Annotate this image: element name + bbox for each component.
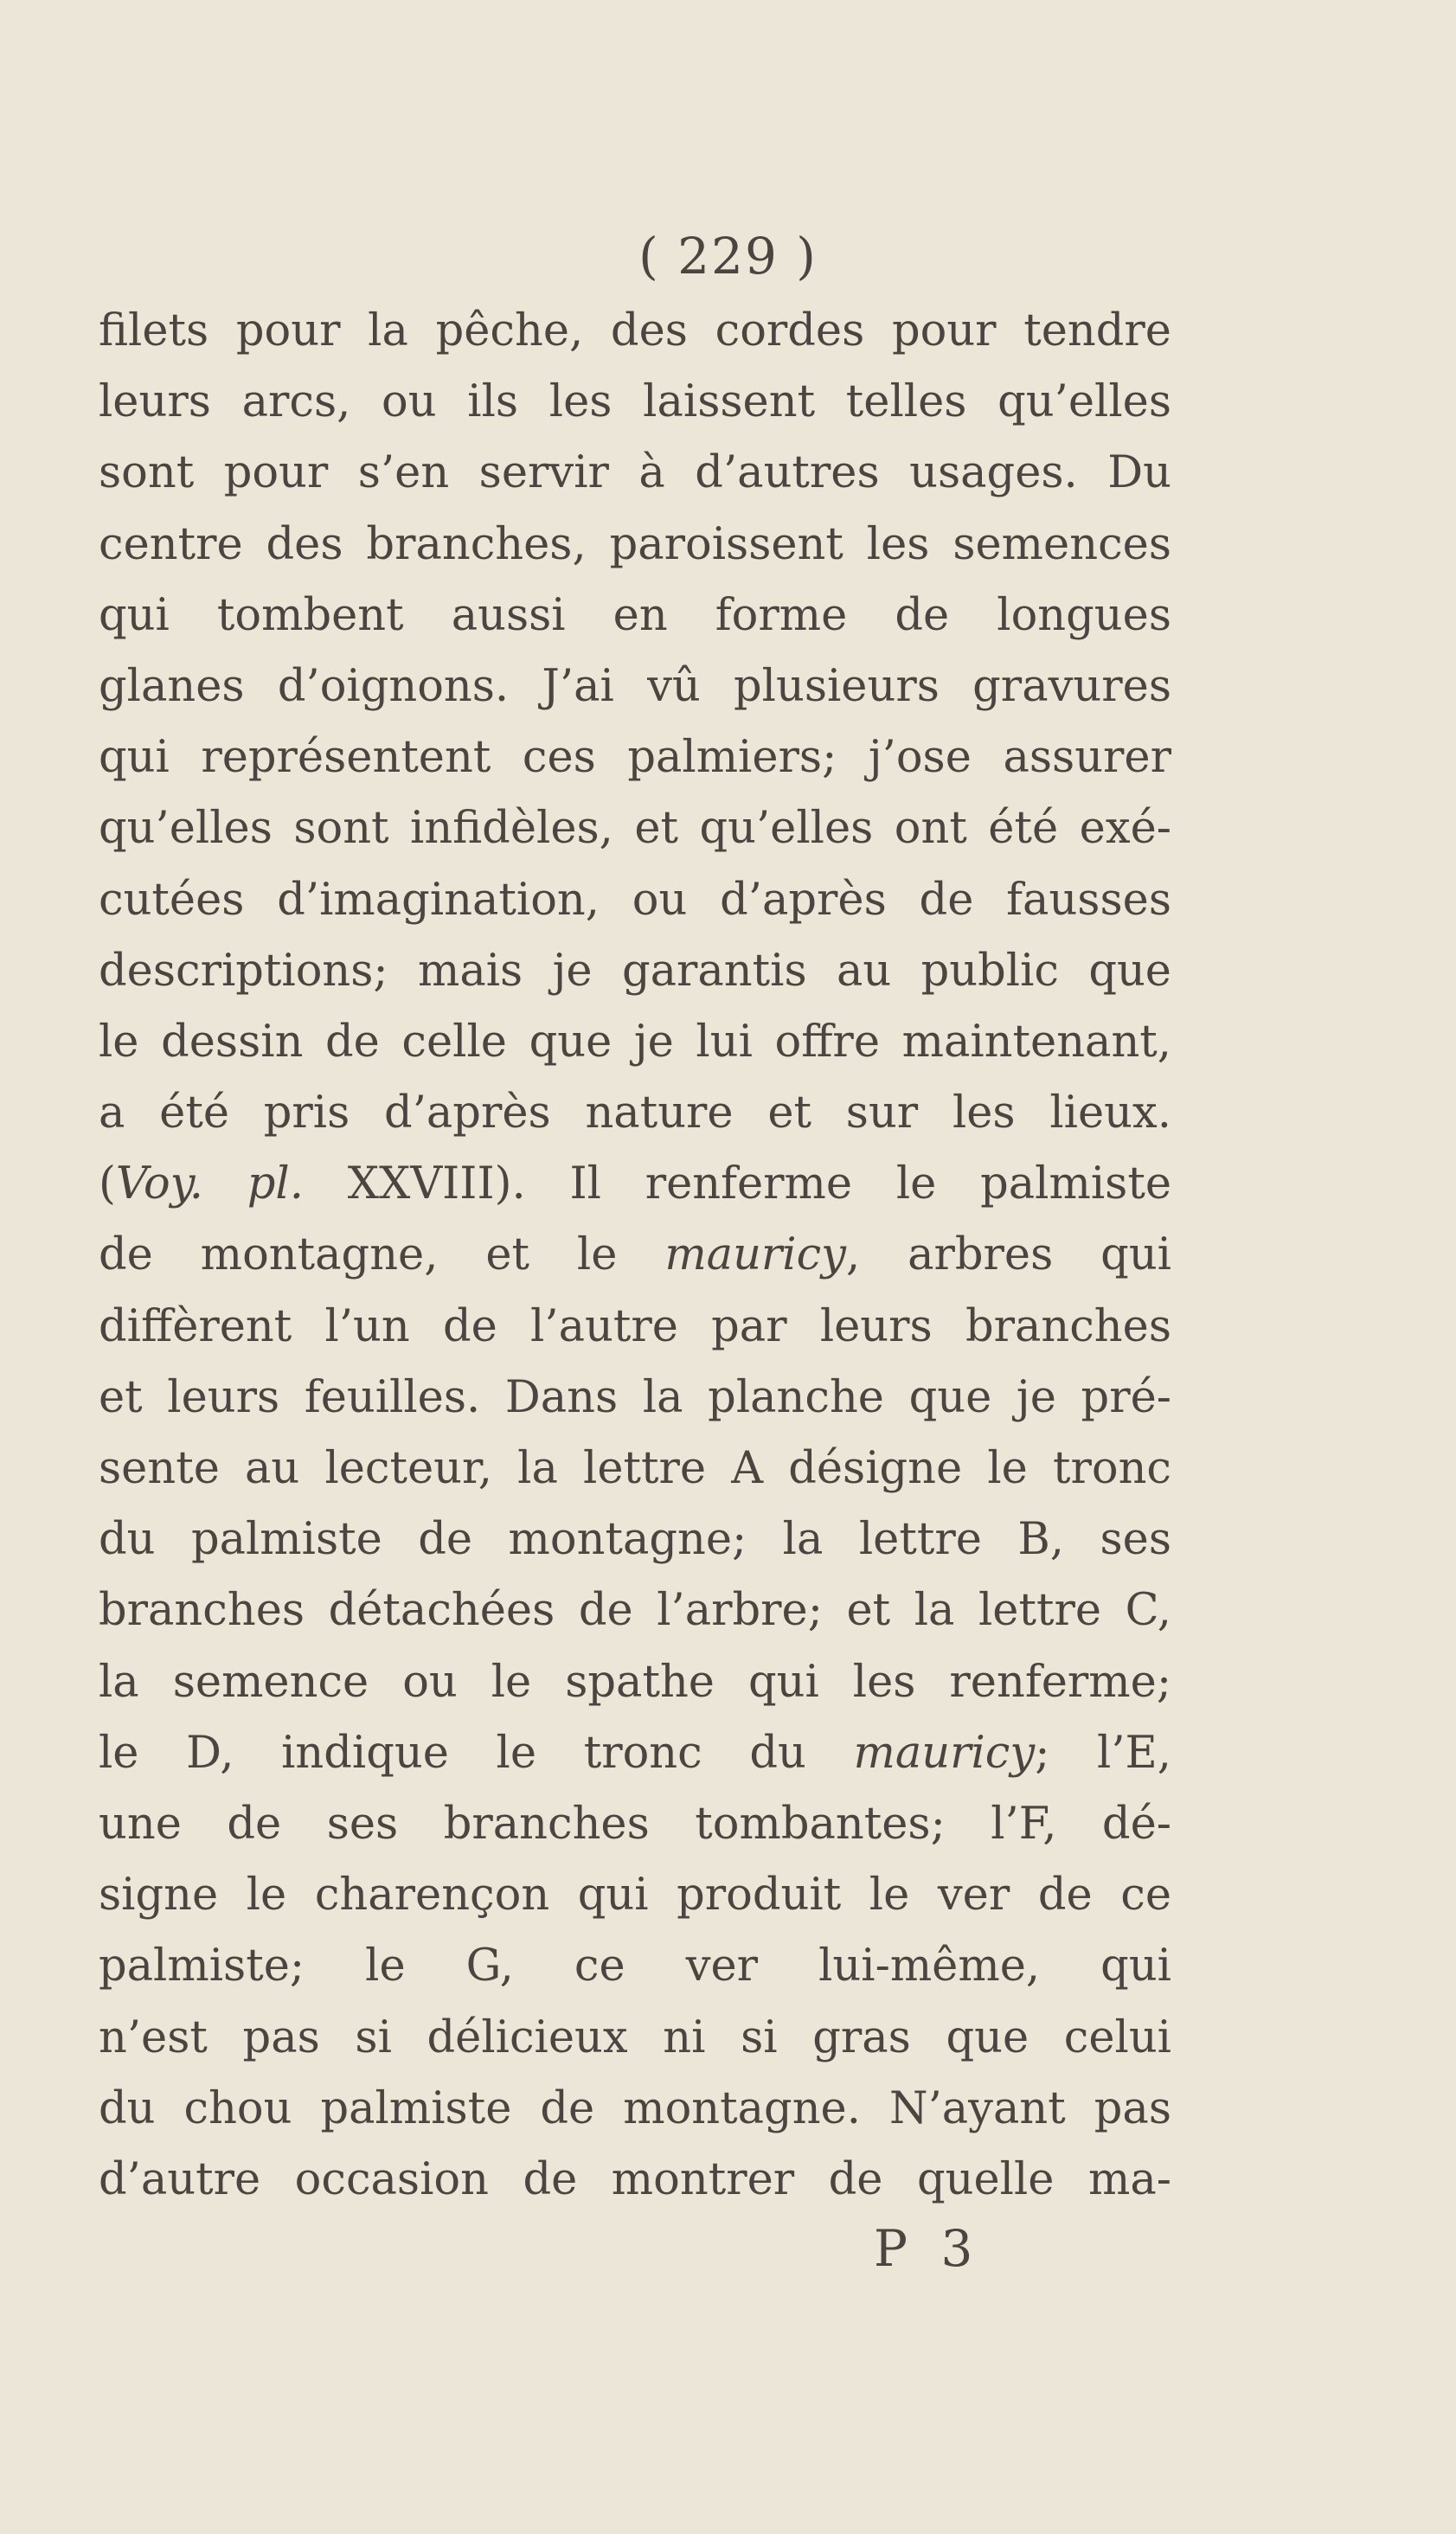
text-line: le D, indique le tronc du mauricy; l’E,	[99, 1727, 1171, 1779]
text-line: du chou palmiste de montagne. N’ayant pas	[99, 2082, 1171, 2134]
text-line: cutées d’imagination, ou d’après de fausses	[99, 874, 1171, 926]
text-line: de montagne, et le mauricy, arbres qui	[99, 1229, 1171, 1281]
text-line: leurs arcs, ou ils les laissent telles qu’elles	[99, 376, 1171, 428]
text-line: sont pour s’en servir à d’autres usages. Du	[99, 447, 1171, 499]
text-line: la semence ou le spathe qui les renferme;	[99, 1656, 1171, 1708]
text-line: n’est pas si délicieux ni si gras que celui	[99, 2011, 1171, 2063]
text-line: (Voy. pl. XXVIII). Il renferme le palmiste	[99, 1158, 1171, 1210]
italic-text: Voy. pl.	[115, 1158, 304, 1210]
text-line: branches détachées de l’arbre; et la lettre C,	[99, 1585, 1171, 1637]
text-line: palmiste; le G, ce ver lui-même, qui	[99, 1941, 1171, 1992]
signature-mark: P 3	[874, 2219, 982, 2278]
body-text	[99, 296, 1171, 2216]
text-line: sente au lecteur, la lettre A désigne le tronc	[99, 1443, 1171, 1494]
page-number: ( 229 )	[638, 227, 818, 285]
text-line: filets pour la pêche, des cordes pour tendre	[99, 305, 1171, 356]
text-line: descriptions; mais je garantis au public que	[99, 945, 1171, 997]
text-line: qui tombent aussi en forme de longues	[99, 589, 1171, 641]
text-line: une de ses branches tombantes; l’F, dé-	[99, 1798, 1171, 1850]
text-line: d’autre occasion de montrer de quelle ma-	[99, 2153, 1171, 2205]
text-line: centre des branches, paroissent les semences	[99, 518, 1171, 570]
text-line: a été pris d’après nature et sur les lieux.	[99, 1087, 1171, 1139]
text-line: le dessin de celle que je lui offre maintenant,	[99, 1016, 1171, 1068]
text-line: glanes d’oignons. J’ai vû plusieurs gravures	[99, 660, 1171, 712]
text-line: signe le charençon qui produit le ver de ce	[99, 1870, 1171, 1921]
text-line: qui représentent ces palmiers; j’ose assurer	[99, 732, 1171, 784]
text-line: diffèrent l’un de l’autre par leurs branches	[99, 1300, 1171, 1352]
text-line: du palmiste de montagne; la lettre B, ses	[99, 1514, 1171, 1566]
italic-text: mauricy	[664, 1229, 846, 1281]
text-line: qu’elles sont infidèles, et qu’elles ont été exé-	[99, 803, 1171, 855]
text-line: et leurs feuilles. Dans la planche que je pré-	[99, 1371, 1171, 1423]
italic-text: mauricy	[853, 1727, 1036, 1779]
